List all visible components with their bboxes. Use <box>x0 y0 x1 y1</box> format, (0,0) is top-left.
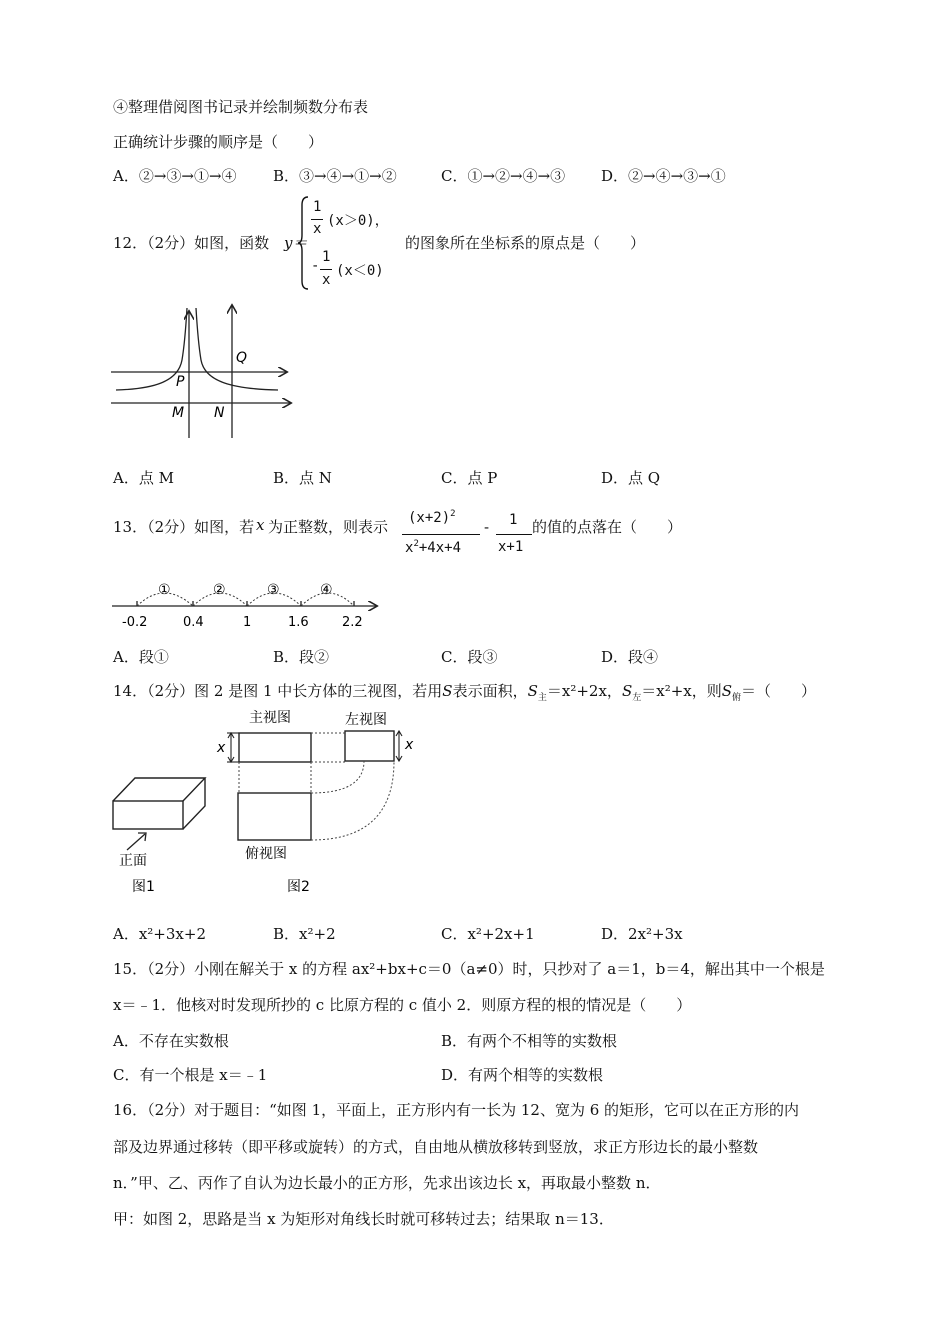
q12-piece2-bar <box>320 269 332 270</box>
q16-line1: 16．（2分）对于题目：“如图 1，平面上，正方形内有一长为 12、宽为 6 的矩形，它可以在正方形的内 <box>113 1101 800 1119</box>
q12-piece1-num: 1 <box>313 199 322 215</box>
q15-option-a: A．不存在实数根 <box>113 1032 229 1050</box>
q13-seg-4: ④ <box>320 582 333 598</box>
q12-piecewise-brace <box>298 195 310 291</box>
q14-front-label: 正面 <box>119 853 147 869</box>
q14-top-view <box>238 793 311 840</box>
q14-top-view-label: 俯视图 <box>245 846 287 862</box>
q13-stem: 13．（2分）如图，若 <box>113 518 255 536</box>
q13-option-c: C．段③ <box>441 648 498 666</box>
q13-minus: - <box>484 518 490 536</box>
q12-option-a: A．点 M <box>113 469 174 487</box>
q13-ticks-group <box>137 601 354 606</box>
q11-item4: ④整理借阅图书记录并绘制频数分布表 <box>113 98 369 116</box>
q14-main-view-label: 主视图 <box>249 710 291 726</box>
q12-piece2-sign: - <box>311 258 320 274</box>
q15-line2: x＝﹣1．他核对时发现所抄的 c 比原方程的 c 值小 2．则原方程的根的情况是（ ） <box>113 996 692 1014</box>
q12-option-d: D．点 Q <box>601 469 661 487</box>
q14-s-top: S <box>721 682 733 700</box>
q15-option-b: B．有两个不相等的实数根 <box>441 1032 618 1050</box>
q13-frac2-num: 1 <box>509 512 518 528</box>
q12-label-q: Q <box>236 350 248 366</box>
q12-option-b: B．点 N <box>273 469 332 487</box>
q13-tick-label-4: 1.6 <box>288 615 309 630</box>
q12-piece1-cond: (x＞0)， <box>327 213 389 229</box>
q13-frac2-den: x+1 <box>498 539 524 555</box>
q12-piece2-num: 1 <box>322 249 331 265</box>
q14-s-left: S <box>621 682 633 700</box>
q15-line1: 15．（2分）小刚在解关于 x 的方程 ax²+bx+c＝0（a≠0）时，只抄对了 a＝1，b＝4，解出其中一个根是 <box>113 960 825 978</box>
q16-line2: 部及边界通过移转（即平移或旋转）的方式，自由地从横放移转到竖放，求正方形边长的最小整数 <box>113 1138 759 1156</box>
q13-option-b: B．段② <box>273 648 330 666</box>
q13-frac1-num: $(x+2)^2$ <box>408 509 456 526</box>
q12-piece1-bar <box>311 219 323 220</box>
q14-projection-lines <box>239 733 394 840</box>
q14-left-view <box>345 731 394 761</box>
q11-option-c: C．①→②→④→③ <box>441 167 566 185</box>
q14-cuboid <box>113 778 205 829</box>
q12-option-c: C．点 P <box>441 469 498 487</box>
q12-piece2-den: x <box>322 272 331 288</box>
q14-s-left-eq: ＝x²+x，则 <box>641 682 722 700</box>
q13-mid: 为正整数，则表示 <box>268 518 389 536</box>
q14-text-b: 表示面积， <box>452 682 528 700</box>
q13-seg-1: ① <box>158 582 171 598</box>
q14-dim-left <box>396 731 402 761</box>
q12-curve-right <box>196 308 278 390</box>
q13-option-d: D．段④ <box>601 648 659 666</box>
q14-dim-main <box>227 733 239 762</box>
q12-stem: 12．（2分）如图，函数 <box>113 234 270 252</box>
q11-option-d: D．②→④→③→① <box>601 167 726 185</box>
q13-tick-label-1: -0.2 <box>122 615 148 630</box>
q13-seg-2: ② <box>213 582 226 598</box>
q12-piece2-cond: (x＜0) <box>336 263 384 279</box>
q15-option-c: C．有一个根是 x＝﹣1 <box>113 1066 268 1084</box>
q11-prompt: 正确统计步骤的顺序是（ ） <box>113 133 324 151</box>
q12-label-n: N <box>214 405 225 421</box>
q13-frac1-den: $x^2+4x+4$ <box>405 539 462 556</box>
q14-option-d: D．2x²+3x <box>601 925 683 943</box>
q14-stem: 14．（2分）图 2 是图 1 中长方体的三视图，若用S表示面积，$S_主=x^2+2x$，$S_左=x^2+x$，则$S_俯=$（ ） <box>113 682 817 703</box>
q13-tail: 的值的点落在（ ） <box>532 518 683 536</box>
q14-x-left: x <box>405 737 414 753</box>
q13-seg-3: ③ <box>267 582 280 598</box>
q13-tick-label-2: 0.4 <box>183 615 204 630</box>
q14-option-a: A．x²+3x+2 <box>113 925 206 943</box>
q14-s-top-eq: ＝（ ） <box>741 682 817 700</box>
q14-s: S <box>442 682 453 700</box>
q12-tail: 的图象所在坐标系的原点是（ ） <box>405 234 646 252</box>
q14-s-main-eq: ＝x²+2x， <box>546 682 622 700</box>
q13-frac1-bar <box>402 534 480 535</box>
q13-x: x <box>256 516 265 534</box>
q14-fig2-label: 图2 <box>287 879 310 895</box>
q13-option-a: A．段① <box>113 648 169 666</box>
q12-graph <box>108 300 298 442</box>
q14-main-view <box>239 733 311 762</box>
q12-y: y＝ <box>284 234 308 252</box>
q13-var <box>256 516 264 534</box>
q13-frac2-bar <box>496 534 532 535</box>
q12-label-m: M <box>172 405 185 421</box>
q12-piece1-den: x <box>313 221 322 237</box>
q16-line4: 甲：如图 2，思路是当 x 为矩形对角线长时就可移转过去；结果取 n＝13． <box>113 1210 614 1228</box>
q16-line3: n．”甲、乙、丙作了自认为边长最小的正方形，先求出该边长 x，再取最小整数 n． <box>113 1174 661 1192</box>
q12-label-p: P <box>176 374 185 390</box>
q14-front-arrow <box>127 834 145 850</box>
q14-left-view-label: 左视图 <box>345 712 387 728</box>
q14-figure <box>105 706 435 898</box>
q15-option-d: D．有两个相等的实数根 <box>441 1066 604 1084</box>
q13-number-line <box>108 576 383 632</box>
q14-option-b: B．x²+2 <box>273 925 336 943</box>
q13-tick-label-5: 2.2 <box>342 615 363 630</box>
q14-text-a: 14．（2分）图 2 是图 1 中长方体的三视图，若用 <box>113 682 443 700</box>
q14-x-main: x <box>217 740 226 756</box>
q13-tick-label-3: 1 <box>243 615 252 630</box>
q14-fig1-label: 图1 <box>132 879 155 895</box>
q14-s-main: S <box>527 682 538 700</box>
q14-option-c: C．x²+2x+1 <box>441 925 535 943</box>
q11-option-a: A．②→③→①→④ <box>113 167 237 185</box>
q11-option-b: B．③→④→①→② <box>273 167 397 185</box>
